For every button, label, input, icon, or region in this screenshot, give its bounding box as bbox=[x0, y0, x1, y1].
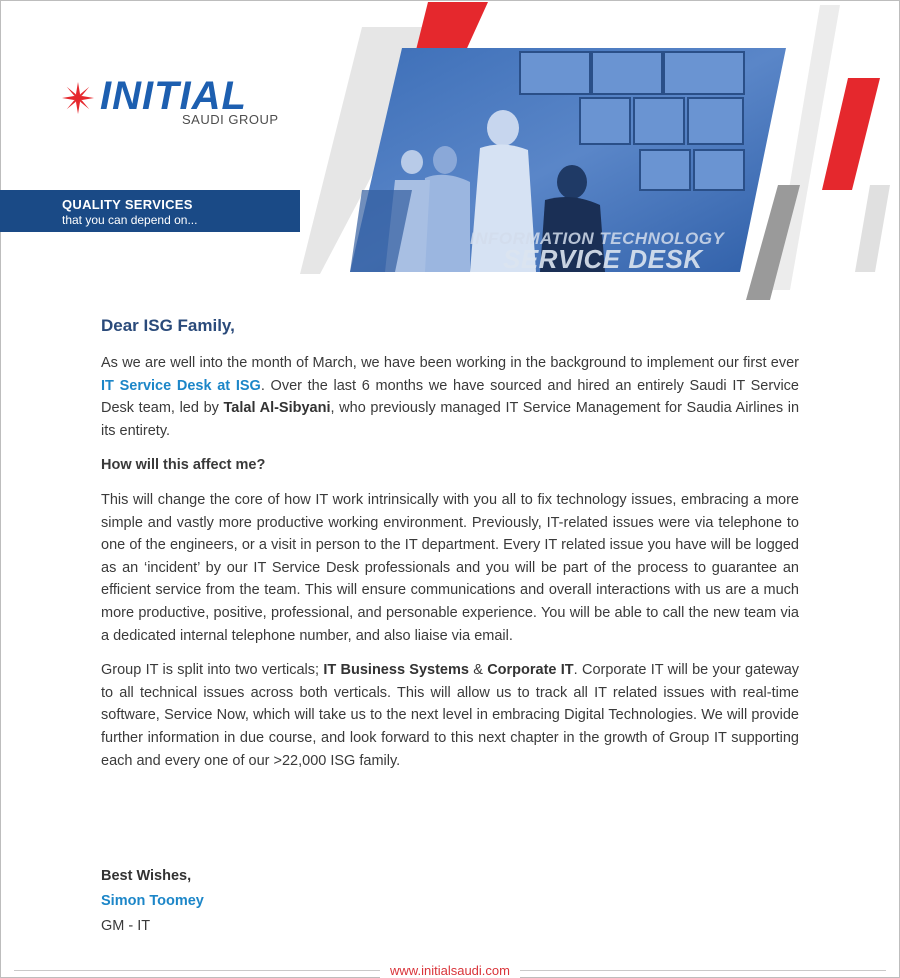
footer-url-wrap bbox=[0, 963, 900, 978]
text-run: Group IT is split into two verticals; bbox=[101, 662, 324, 679]
text-run: & bbox=[468, 662, 488, 679]
paragraph-intro bbox=[101, 352, 799, 442]
logo-wordmark: INITIAL bbox=[100, 74, 247, 118]
hero-graphic bbox=[0, 0, 900, 305]
greeting: Dear ISG Family, bbox=[101, 316, 235, 335]
signature-block bbox=[101, 864, 204, 939]
text-run: As we are well into the month of March, we have been working in the background to implement our first ever bbox=[101, 355, 799, 371]
paragraph-impact: This will change the core of how IT work intrinsically with you all to fix technology issues, embracing a more simple and vastly more productive working environment. Previously, IT-related issues were via telephone to one of the engineers, or a visit in person to the IT department. Every IT related issue you have will be logged as an ‘incident’ by our IT Service Desk professionals and you will be part of the process to guarantee an efficient service from the team. This will ensure communications and overall interactions with us are a much more productive, positive, professional, and personable experience. You will be able to call the new team via a dedicated internal telephone number, and also liaise via email. bbox=[101, 491, 799, 644]
paragraph-verticals bbox=[101, 659, 799, 772]
tagline-title: QUALITY SERVICES bbox=[62, 197, 193, 212]
red-stripe bbox=[822, 78, 880, 190]
tagline-banner bbox=[0, 190, 300, 232]
highlight-corporate-it: Corporate IT bbox=[487, 662, 574, 679]
logo-subtitle: SAUDI GROUP bbox=[182, 112, 279, 127]
highlight-service-desk: IT Service Desk at ISG bbox=[101, 377, 261, 394]
footer-url[interactable]: www.initialsaudi.com bbox=[380, 963, 520, 978]
highlight-leader-name: Talal Al-Sibyani bbox=[223, 400, 331, 417]
tagline-subtitle: that you can depend on... bbox=[62, 213, 198, 227]
header-banner bbox=[0, 0, 900, 305]
grey-stripe bbox=[855, 185, 890, 272]
company-logo bbox=[62, 74, 292, 134]
highlight-business-systems: IT Business Systems bbox=[323, 662, 469, 679]
starburst-icon bbox=[62, 82, 94, 114]
section-question: How will this affect me? bbox=[101, 457, 266, 474]
signer-name: Simon Toomey bbox=[101, 893, 204, 909]
footer bbox=[0, 962, 900, 978]
text-run: . Corporate IT will be your gateway to all technical issues across both verticals. This will allow us to track all IT related issues with real-time software, Service Now, which will take us to the next level in embracing Digital Technologies. We will provide further information in due course, and look forward to this next chapter in the growth of Group IT supporting each and every one of our >22,000 ISG family. bbox=[101, 662, 800, 769]
letter-body bbox=[101, 316, 799, 784]
signer-title: GM - IT bbox=[101, 918, 151, 934]
hero-caption-large: SERVICE DESK bbox=[503, 244, 703, 274]
text-run: . Over the last 6 months we have sourced and hired an entirely Saudi IT Service Desk team, led by bbox=[101, 377, 799, 417]
closing: Best Wishes, bbox=[101, 868, 192, 884]
text-run: , who previously managed IT Service Management for Saudia Airlines in its entirety. bbox=[101, 400, 800, 439]
hero-caption-small: INFORMATION TECHNOLOGY bbox=[470, 229, 725, 248]
